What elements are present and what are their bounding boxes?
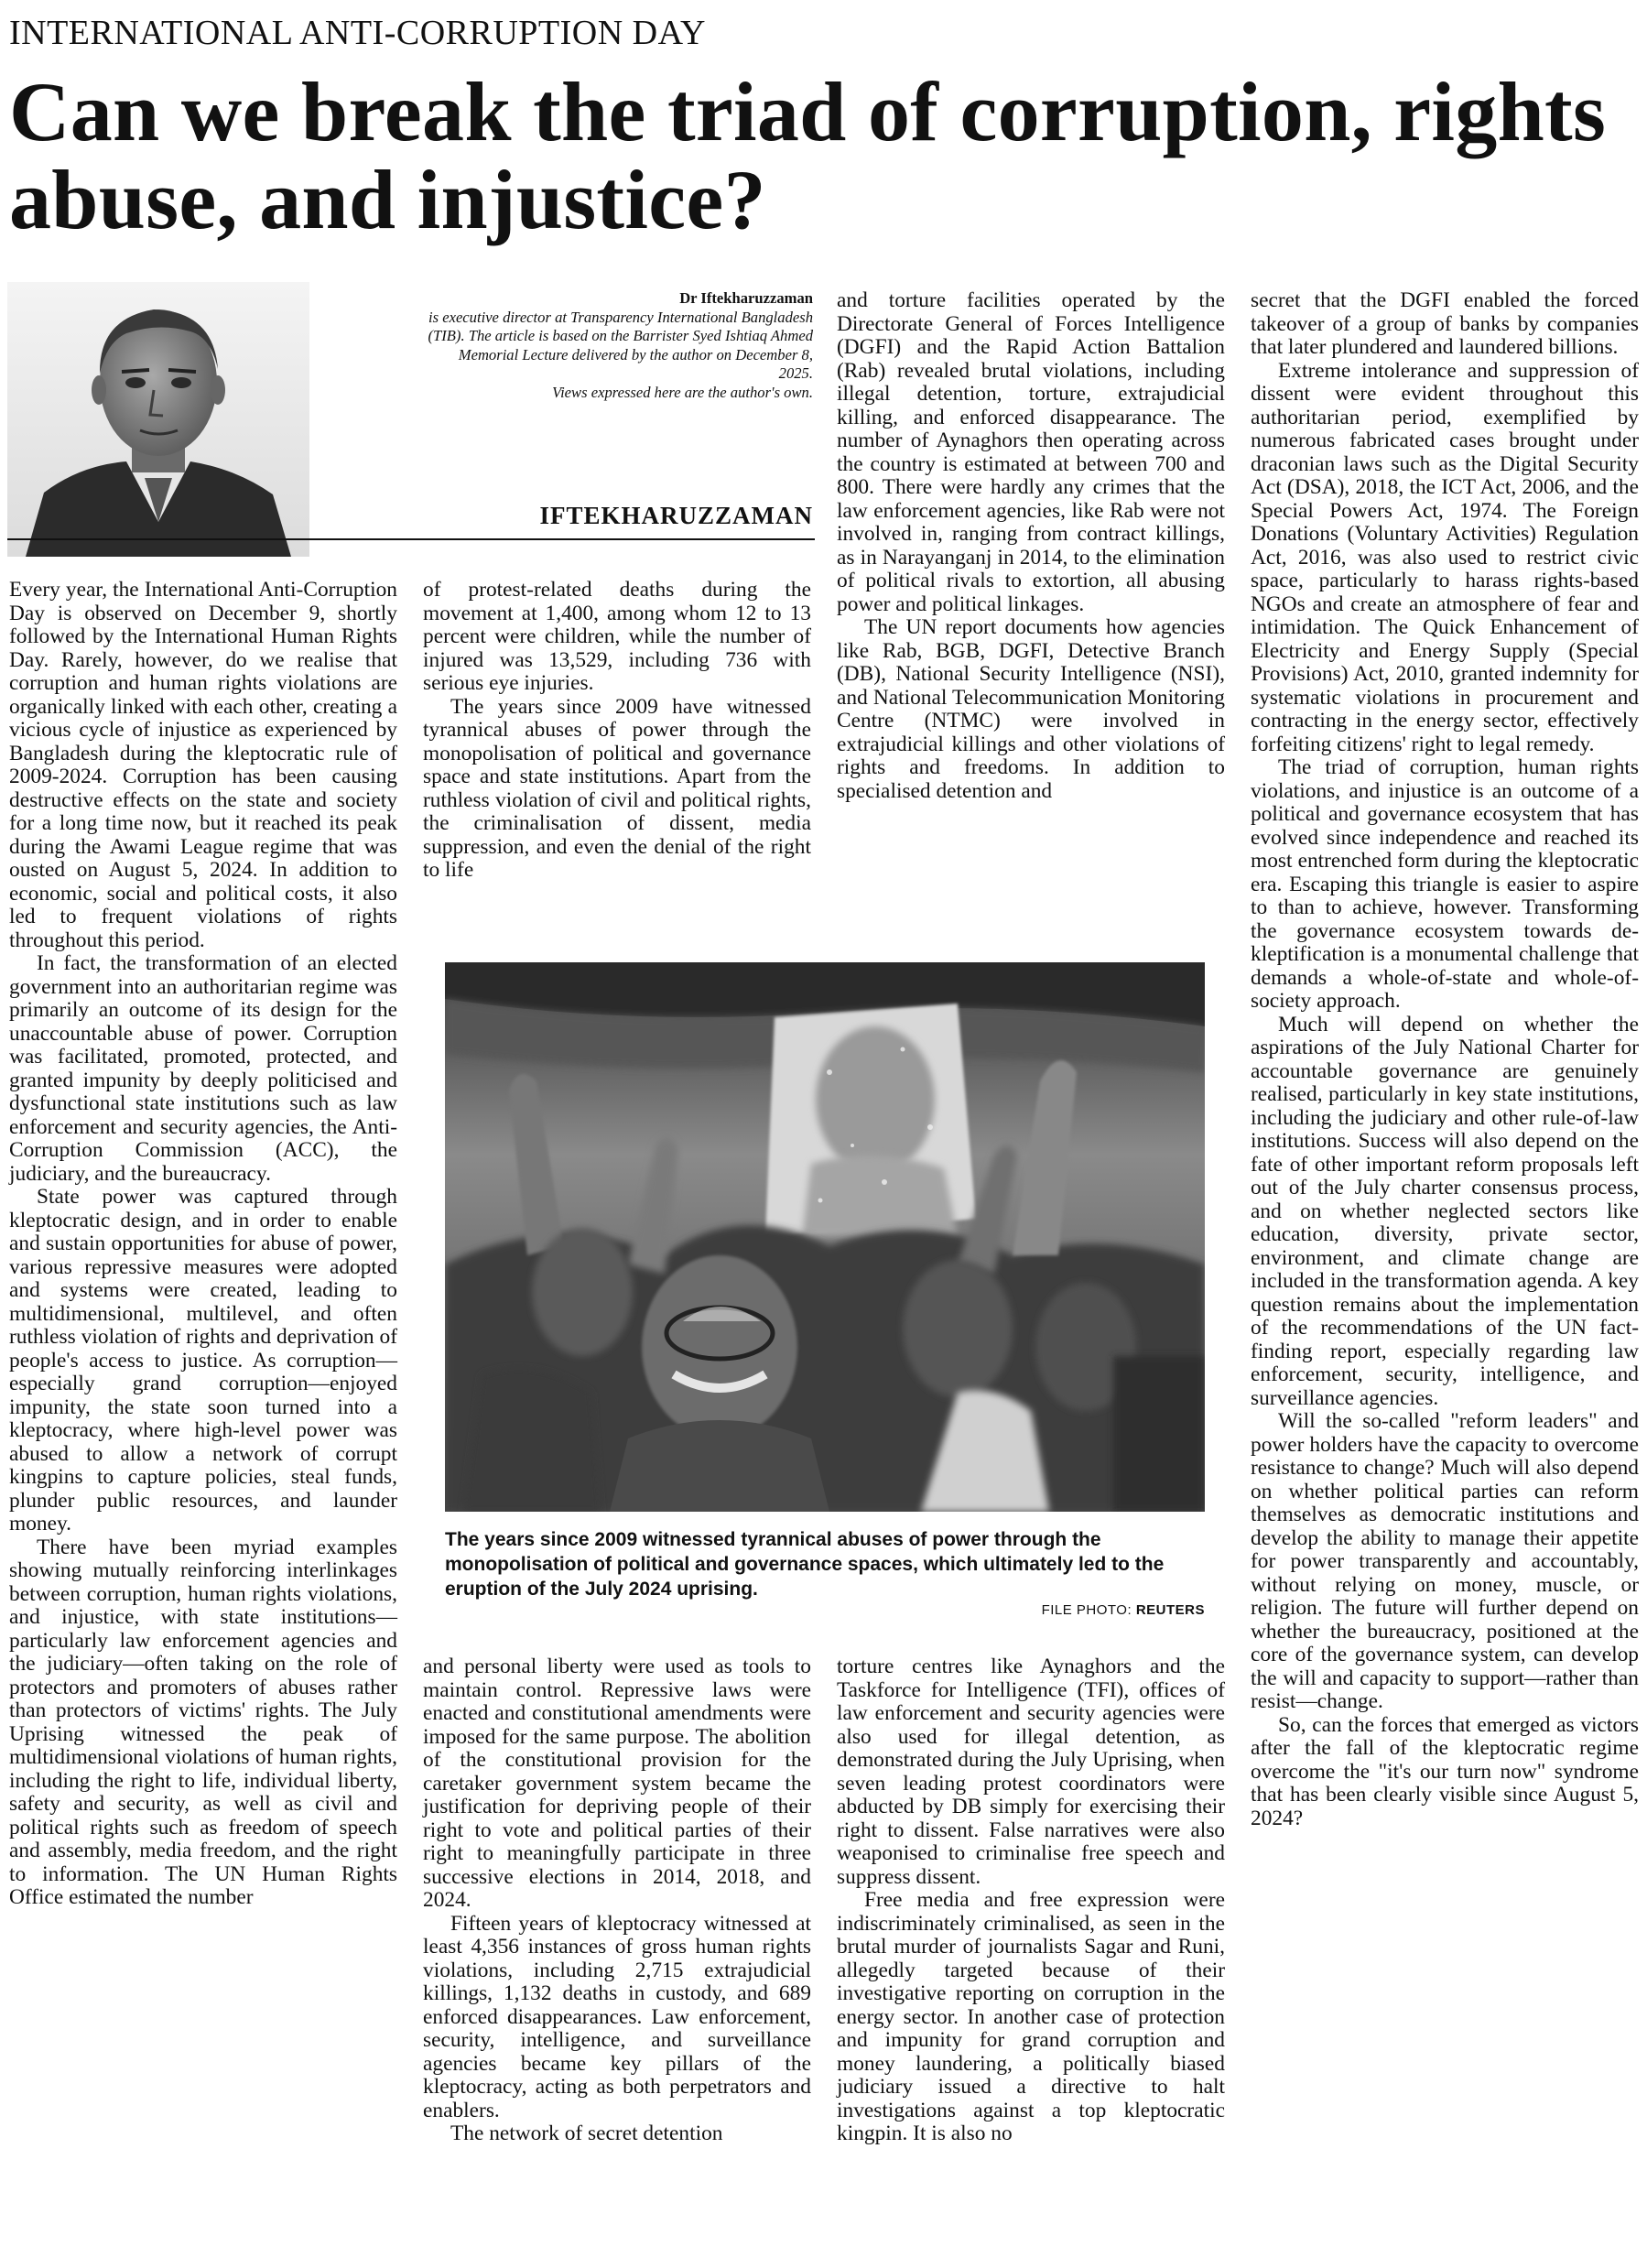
paragraph: torture centres like Aynaghors and the Taskforce for Intelligence (TFI), offices of law enforcement and security agencies were also used for illegal detention, as demonstrated during the July Uprising, when seven leading protest coordinators were abducted by DB simply for exercising their right to dissent. False narratives were also weaponised to criminalise free speech and suppress dissent. [837, 1655, 1225, 1889]
credit-source: REUTERS [1135, 1602, 1205, 1618]
column-3-bottom [837, 1655, 1225, 2146]
paragraph: State power was captured through kleptocratic design, and in order to enable and sustain opportunities for abuse of power, various repressive measures were adopted and systems were created, leading to multidimensional, multilevel, and often ruthless violation of rights and deprivation of people's access to justice. As corruption—especially grand corruption—enjoyed impunity, the state soon turned into a kleptocracy, where high-level power was abused to allow a network of corrupt kingpins to capture policies, steal funds, plunder public resources, and launder money. [9, 1185, 397, 1536]
section-kicker: INTERNATIONAL ANTI-CORRUPTION DAY [9, 14, 706, 52]
photo-caption: The years since 2009 witnessed tyrannical abuses of power through the monopolisation of political and governance spaces, which ultimately led to the eruption of the July 2024 uprising. [445, 1529, 1165, 1600]
paragraph: and personal liberty were used as tools to maintain control. Repressive laws were enacted and constitutional amendments were imposed for the same purpose. The abolition of the constitutional provision for the caretaker government system became the justification for depriving people of their right to vote and political parties of their right to meaningfully participate in three successive elections in 2014, 2018, and 2024. [423, 1655, 811, 1912]
paragraph: Every year, the International Anti-Corruption Day is observed on December 9, shortly followed by the International Human Rights Day. Rarely, however, do we realise that corruption and human rights violations are organically linked with each other, creating a vicious cycle of injustice as experienced by Bangladesh during the kleptocratic rule of 2009-2024. Corruption has been causing destructive effects on the state and society for a long time now, but it reached its peak during the Awami League regime that was ousted on August 5, 2024. In addition to economic, social and political costs, it also led to frequent violations of rights throughout this period. [9, 578, 397, 952]
column-2-bottom [423, 1655, 811, 2146]
author-portrait [7, 282, 309, 557]
paragraph: Extreme intolerance and suppression of dissent were evident throughout this authoritarian period, exemplified by numerous fabricated cases brought under draconian laws such as the Digital Security Act (DSA), 2018, the ICT Act, 2006, and the Special Powers Act, 1974. The Foreign Donations (Voluntary Activities) Regulation Act, 2016, was also used to restrict civic space, particularly to harass rights-based NGOs and create an atmosphere of fear and intimidation. The Quick Enhancement of Electricity and Energy Supply (Special Provisions) Act, 2010, granted indemnity for systematic violations in procurement and contracting in the energy sector, effectively forfeiting citizens' right to legal remedy. [1251, 358, 1639, 756]
paragraph: Will the so-called "reform leaders" and power holders have the capacity to overcome resistance to change? Much will also depend on whether political parties can reform themselves as democratic institutions and develop the ability to manage their appetite for power transparently and accountably, without relying on money, muscle, or religion. The future will further depend on whether the bureaucracy, positioned at the core of the governance system, can develop the will and capacity to support—rather than resist—change. [1251, 1409, 1639, 1713]
paragraph: and torture facilities operated by the Directorate General of Forces Intelligence (DGFI) and the Rapid Action Battalion (Rab) revealed brutal violations, including illegal detention, torture, extrajudicial killing, and enforced disappearance. The number of Aynaghors then operating across the country is estimated at between 700 and 800. There were hardly any crimes that the law enforcement agencies, like Rab were not involved in, ranging from contract killings, as in Narayanganj in 2014, to the elimination of political rivals to extortion, all abusing power and political linkages. [837, 288, 1225, 616]
author-name: Dr Iftekharuzzaman [679, 289, 813, 307]
paragraph: secret that the DGFI enabled the forced takeover of a group of banks by companies that later plundered and laundered billions. [1251, 288, 1639, 359]
paragraph: So, can the forces that emerged as victors after the fall of the kleptocratic regime overcome the "it's our turn now" syndrome that has been clearly visible since August 5, 2024? [1251, 1712, 1639, 1830]
paragraph: The network of secret detention [450, 2122, 723, 2145]
paragraph: The triad of corruption, human rights violations, and injustice is an outcome of a political and governance ecosystem that has evolved since independence and reached its most entrenched form during the kleptocratic era. Escaping this triangle is easier to aspire to than to achieve, however. Transforming the governance ecosystem towards de-kleptification is a monumental challenge that demands a whole-of-state and whole-of-society approach. [1251, 755, 1639, 1013]
column-3-top [837, 289, 1225, 803]
author-disclaimer: Views expressed here are the author's own. [552, 383, 813, 401]
column-2-top [423, 579, 811, 883]
paragraph: The UN report documents how agencies like Rab, BGB, DGFI, Detective Branch (DB), National Security Intelligence (NSI), and National Telecommunication Monitoring Centre (NTMC) were involved in extrajudicial killings and other violations of rights and freedoms. In addition to specialised detention and [837, 615, 1225, 803]
paragraph: Free media and free expression were indiscriminately criminalised, as seen in the brutal murder of journalists Sagar and Runi, allegedly targeted because of their investigative reporting on corruption in the energy sector. In another case of protection and impunity for grand corruption and money laundering, a politically biased judiciary issued a directive to halt investigations against a top kleptocratic kingpin. It is also no [837, 1888, 1225, 2145]
paragraph: In fact, the transformation of an elected government into an authoritarian regime was primarily an outcome of its design for the unaccountable abuse of power. Corruption was facilitated, promoted, protected, and granted impunity by deeply politicised and dysfunctional state institutions such as law enforcement and security agencies, the Anti-Corruption Commission (ACC), the judiciary, and the bureaucracy. [9, 951, 397, 1186]
credit-prefix: FILE PHOTO: [1041, 1602, 1132, 1618]
paragraph: Fifteen years of kleptocracy witnessed at least 4,356 instances of gross human rights violations, including 2,715 extrajudicial killings, 1,132 deaths in custody, and 689 enforced disappearances. Law enforcement, security, intelligence, and surveillance agencies became key pillars of the kleptocracy, acting as both perpetrators and enablers. [423, 1911, 811, 2122]
protest-photo [445, 962, 1205, 1512]
byline: IFTEKHARUZZAMAN [539, 502, 813, 529]
headline: Can we break the triad of corruption, rights abuse, and injustice? [9, 65, 1607, 246]
column-4 [1251, 289, 1639, 1830]
paragraph: There have been myriad examples showing mutually reinforcing interlinkages between corruption, human rights violations, and injustice, with state institutions—particularly law enforcement agencies and the judiciary—often taking on the role of protectors and promoters of abuses rather than protectors of victims' rights. The July Uprising witnessed the peak of multidimensional violations of human rights, including the right to life, individual liberty, safety and security, as well as civil and political rights such as freedom of speech and assembly, media freedom, and the right to information. The UN Human Rights Office estimated the number [9, 1535, 397, 1909]
column-1 [9, 579, 397, 1910]
paragraph: Much will depend on whether the aspirations of the July National Charter for accountable governance are genuinely realised, particularly in key state institutions, including the judiciary and other rule-of-law institutions. Success will also depend on the fate of other important reform proposals left out of the July charter consensus process, and on whether neglected sectors like education, diversity, private sector, environment, and climate change are included in the transformation agenda. A key question remains about the implementation of the recommendations of the UN fact-finding report, especially regarding law enforcement, security, intelligence, and surveillance agencies. [1251, 1012, 1639, 1410]
byline-rule [7, 538, 815, 540]
author-bio [421, 289, 813, 402]
author-description: is executive director at Transparency International Bangladesh (TIB). The article is based on the Barrister Syed Ishtiaq Ahmed Memorial Lecture delivered by the author on December 8, 2025. [428, 308, 813, 382]
photo-credit [998, 1602, 1205, 1618]
paragraph: The years since 2009 have witnessed tyrannical abuses of power through the monopolisation of political and governance space and state institutions. Apart from the ruthless violation of civil and political rights, the criminalisation of dissent, media suppression, and even the denial of the right to life [423, 694, 811, 882]
paragraph: of protest-related deaths during the movement at 1,400, among whom 12 to 13 percent were children, while the number of injured was 13,529, including 736 with serious eye injuries. [423, 578, 811, 695]
